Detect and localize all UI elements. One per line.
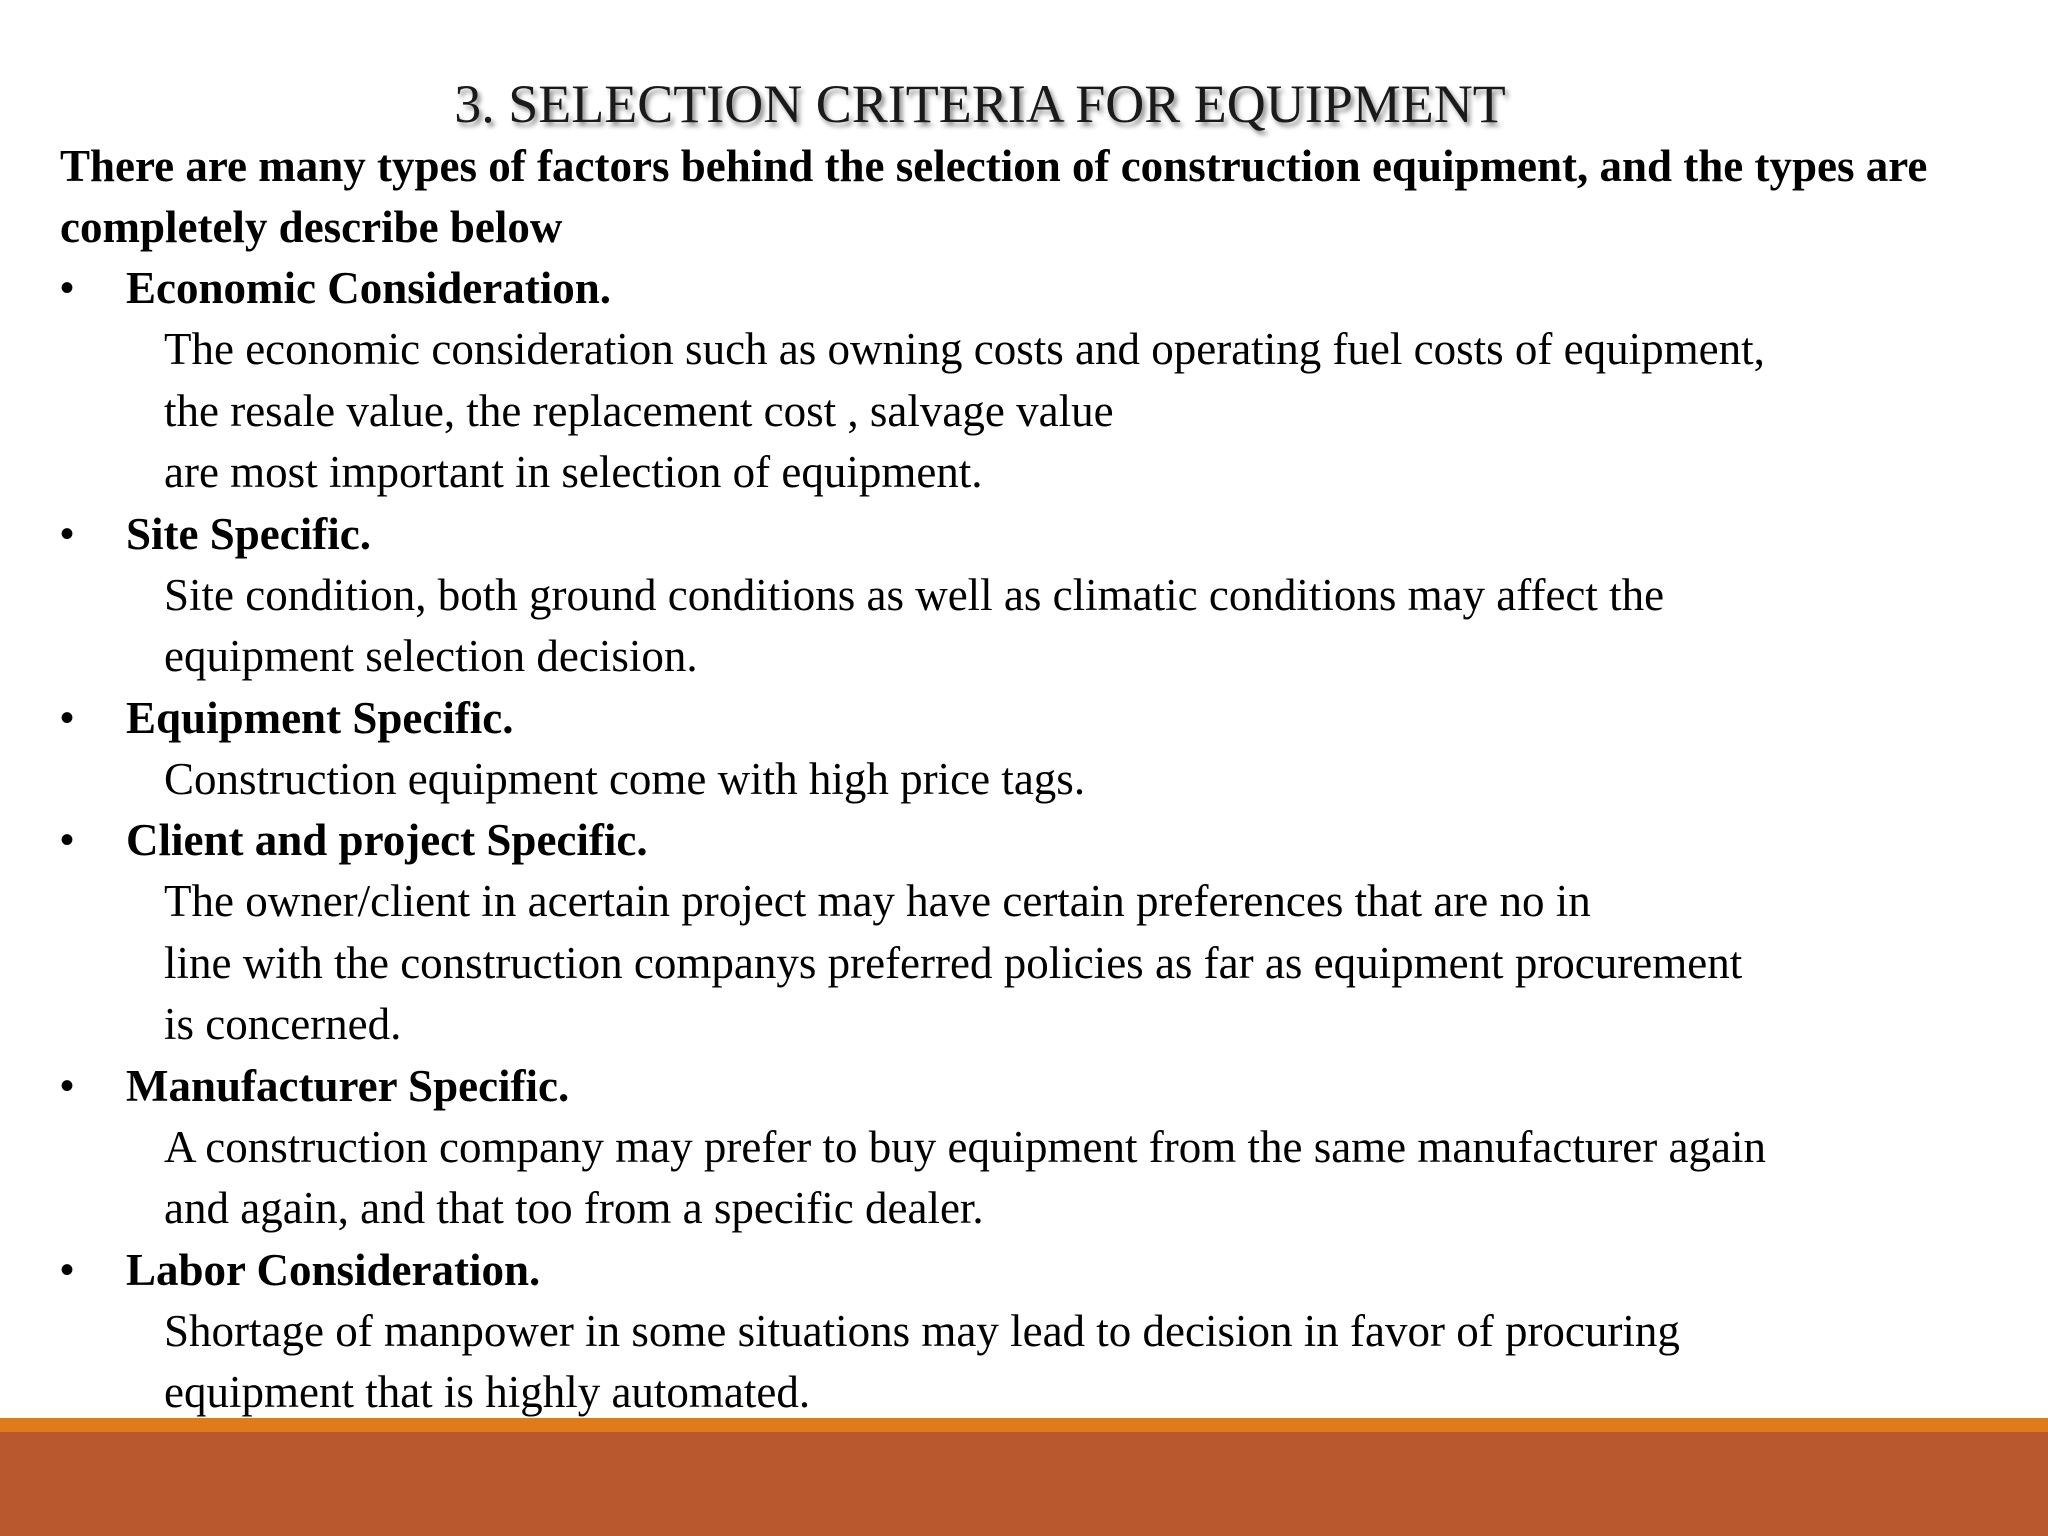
bullet-icon: • [60,511,75,556]
description-line: equipment that is highly automated. [164,1367,811,1417]
footer-band [0,1432,2048,1536]
criteria-description [164,749,2010,811]
footer-accent-line [0,1418,2048,1432]
slide-title [0,72,2048,136]
criteria-heading: Equipment Specific. [126,692,514,743]
slide-title-text: 3. SELECTION CRITERIA FOR EQUIPMENT [454,74,1506,134]
criteria-item-site [60,504,2010,688]
slide-content [60,136,2010,1424]
description-line: is concerned. [164,999,402,1049]
bullet-icon: • [60,1247,75,1292]
criteria-item-labor [60,1240,2010,1424]
criteria-heading: Economic Consideration. [126,263,612,313]
criteria-heading: Labor Consideration. [126,1244,541,1295]
description-line: are most important in selection of equipment. [164,447,983,497]
criteria-item-manufacturer [60,1056,2010,1240]
criteria-description [164,565,2010,688]
description-line: A construction company may prefer to buy equipment from the same manufacturer again [164,1121,1766,1172]
criteria-item-economic [60,258,2010,504]
bullet-icon: • [60,266,75,310]
criteria-item-client-project [60,810,2010,1056]
criteria-description [164,1117,2010,1240]
description-line: Construction equipment come with high price tags. [164,753,1086,804]
description-line: the resale value, the replacement cost , salvage value [164,385,1114,436]
description-line: line with the construction companys preferred policies as far as equipment procurement [164,937,1743,988]
description-line: equipment selection decision. [164,631,698,681]
description-line: Shortage of manpower in some situations may lead to decision in favor of procuring [164,1305,1680,1356]
description-line: The owner/client in acertain project may have certain preferences that are no in [164,876,1591,926]
intro-paragraph: There are many types of factors behind the selection of construction equipment, and the types are completely describe below [60,141,1928,252]
bullet-icon: • [60,695,75,740]
description-line: The economic consideration such as owning costs and operating fuel costs of equipment, [164,324,1765,374]
criteria-description [164,319,2010,504]
criteria-description [164,1301,2010,1424]
bullet-icon: • [60,818,75,862]
criteria-item-equipment [60,688,2010,811]
criteria-heading: Site Specific. [126,508,371,559]
description-line: and again, and that too from a specific dealer. [164,1183,984,1233]
criteria-heading: Client and project Specific. [126,815,648,865]
criteria-heading: Manufacturer Specific. [126,1060,570,1111]
description-line: Site condition, both ground conditions as well as climatic conditions may affect the [164,569,1665,620]
criteria-list [60,258,2010,1424]
bullet-icon: • [60,1063,75,1108]
criteria-description [164,871,2010,1056]
